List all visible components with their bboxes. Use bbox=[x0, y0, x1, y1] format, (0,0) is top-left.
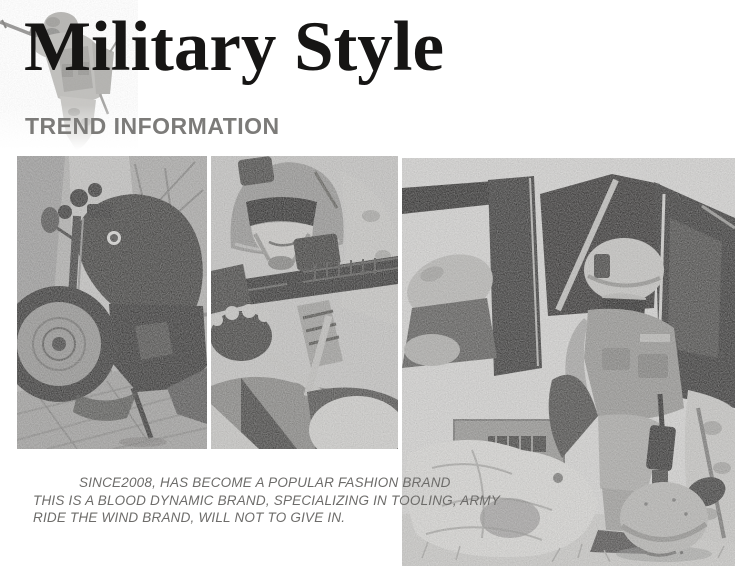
description-line: RIDE THE WIND BRAND, WILL NOT TO GIVE IN. bbox=[33, 510, 346, 525]
description-line: SINCE2008, HAS BECOME A POPULAR FASHION BRAND bbox=[79, 475, 451, 490]
motorcycle-illustration bbox=[17, 156, 207, 449]
page-title: Military Style bbox=[24, 8, 444, 86]
motorcycle-photo bbox=[17, 156, 207, 449]
soldier-rifle-illustration bbox=[211, 156, 398, 449]
description-line: THIS IS A BLOOD DYNAMIC BRAND, SPECIALIZING IN TOOLING, ARMY bbox=[33, 492, 501, 508]
brand-description bbox=[33, 474, 500, 527]
soldier-rifle-photo bbox=[211, 156, 398, 449]
section-heading: TREND INFORMATION bbox=[25, 113, 280, 139]
